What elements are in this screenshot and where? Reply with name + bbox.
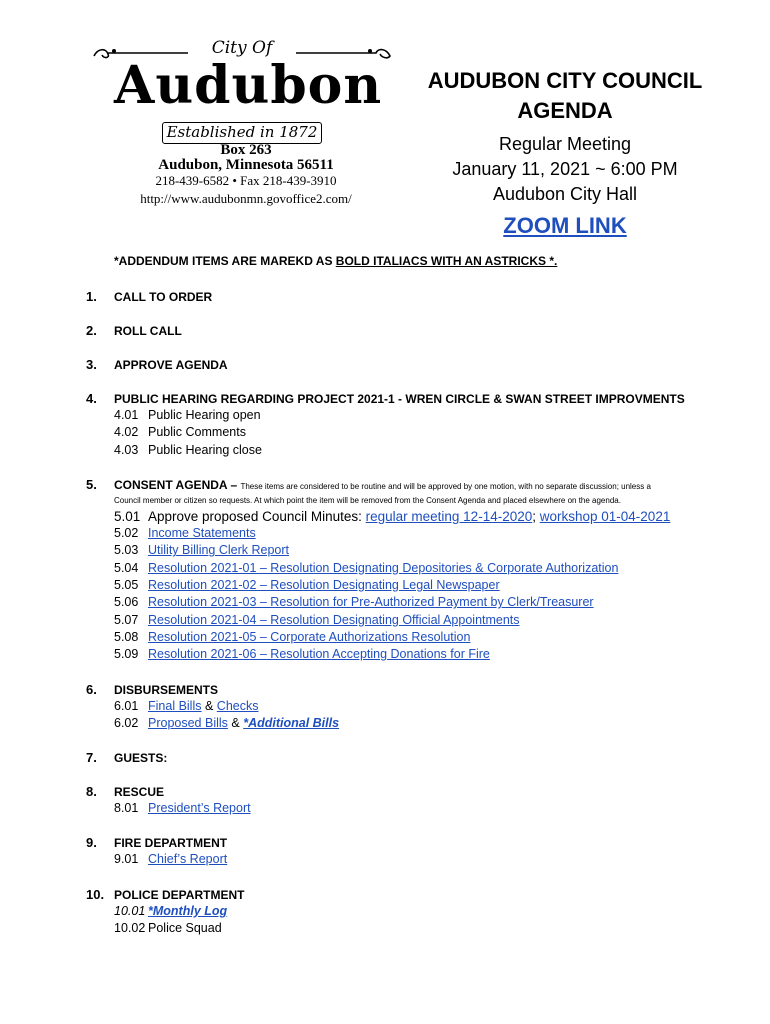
monthly-log-link[interactable]: *Monthly Log <box>148 903 228 918</box>
item-number: 10. <box>86 886 105 902</box>
sub-separator: & <box>227 715 244 730</box>
sub-number: 5.05 <box>114 578 139 593</box>
agenda-item-public-hearing <box>86 391 726 459</box>
sub-number: 5.06 <box>114 595 139 610</box>
address-city: Audubon, Minnesota 56511 <box>158 157 334 173</box>
sub-item <box>114 525 726 542</box>
item-label: GUESTS: <box>114 751 168 766</box>
item-number: 3. <box>86 357 97 372</box>
address-url: http://www.audubonmn.govoffice2.com/ <box>140 191 352 206</box>
item-number: 9. <box>86 835 97 851</box>
minutes-regular-link[interactable]: regular meeting 12-14-2020 <box>365 508 533 524</box>
item-number: 2. <box>86 323 97 338</box>
sub-item <box>114 612 726 629</box>
city-logo <box>92 38 392 154</box>
sub-number: 5.01 <box>114 508 141 524</box>
addendum-note <box>114 254 557 268</box>
sub-number: 5.02 <box>114 526 139 541</box>
utility-billing-link[interactable]: Utility Billing Clerk Report <box>148 543 290 558</box>
sub-item <box>114 851 726 868</box>
zoom-link[interactable]: ZOOM LINK <box>503 213 627 238</box>
sub-number: 5.04 <box>114 560 139 575</box>
item-label: POLICE DEPARTMENT <box>114 887 245 902</box>
sub-number: 6.01 <box>114 698 139 713</box>
sub-item <box>114 424 726 441</box>
resolution-2021-01-link[interactable]: Resolution 2021-01 – Resolution Designating Depositories & Corporate Authorization <box>148 560 619 575</box>
addendum-underlined: BOLD ITALIACS WITH AN ASTRICKS *. <box>335 254 558 268</box>
checks-link[interactable]: Checks <box>216 698 259 713</box>
sub-item <box>114 646 726 663</box>
logo-established: Established in 1872 <box>162 122 322 144</box>
consent-note-line2: Council member or citizen so requests. At which point the item will be removed from the Consent Agenda and placed elsewhere on the agenda. <box>114 495 621 505</box>
sub-number: 5.08 <box>114 629 139 644</box>
sub-item <box>114 920 726 937</box>
item-label: CONSENT AGENDA – <box>114 477 241 492</box>
item-number: 4. <box>86 391 97 406</box>
resolution-2021-05-link[interactable]: Resolution 2021-05 – Corporate Authorizations Resolution <box>148 629 471 644</box>
item-number: 6. <box>86 681 97 697</box>
sub-text: Police Squad <box>148 921 222 936</box>
item-number: 1. <box>86 289 97 304</box>
agenda-item-consent-agenda <box>86 477 726 664</box>
title-line1: AUDUBON CITY COUNCIL <box>427 68 703 93</box>
sub-item <box>114 508 726 525</box>
item-label: FIRE DEPARTMENT <box>114 836 228 851</box>
sub-separator: ; <box>532 508 540 524</box>
agenda-item-disbursements <box>86 682 726 733</box>
sub-number: 5.07 <box>114 612 139 627</box>
sub-number: 4.01 <box>114 408 139 422</box>
sub-number: 5.03 <box>114 543 139 558</box>
consent-note-line1: These items are considered to be routine and will be approved by one motion, with no separate discussion; unless a <box>240 481 651 491</box>
sub-separator: & <box>201 698 217 713</box>
final-bills-link[interactable]: Final Bills <box>148 698 202 713</box>
sub-text: Public Hearing close <box>148 442 262 457</box>
sub-number: 10.02 <box>114 921 146 936</box>
sub-number: 8.01 <box>114 801 139 816</box>
sub-item <box>114 698 726 715</box>
resolution-2021-04-link[interactable]: Resolution 2021-04 – Resolution Designating Official Appointments <box>148 612 520 627</box>
item-label: CALL TO ORDER <box>114 290 213 304</box>
sub-item <box>114 442 726 459</box>
agenda-item-rescue <box>86 784 726 817</box>
chiefs-report-link[interactable]: Chief’s Report <box>148 852 228 867</box>
addendum-prefix: *ADDENDUM ITEMS ARE MAREKD AS <box>114 254 336 268</box>
presidents-report-link[interactable]: President’s Report <box>148 801 251 816</box>
item-label: APPROVE AGENDA <box>114 358 228 372</box>
agenda-item-roll-call <box>86 323 726 339</box>
item-number: 7. <box>86 750 97 766</box>
resolution-2021-02-link[interactable]: Resolution 2021-02 – Resolution Designating Legal Newspaper <box>148 578 500 593</box>
sub-item <box>114 715 726 732</box>
meeting-location: Audubon City Hall <box>492 184 638 204</box>
agenda-item-call-to-order <box>86 289 726 305</box>
sub-number: 10.01 <box>114 903 146 918</box>
sub-number: 4.03 <box>114 442 139 457</box>
address-phone: 218-439-6582 • Fax 218-439-3910 <box>155 173 337 188</box>
sub-item <box>114 800 726 817</box>
agenda-item-police-department <box>86 887 726 938</box>
item-label: DISBURSEMENTS <box>114 682 219 697</box>
sub-number: 6.02 <box>114 715 139 730</box>
sub-item <box>114 407 726 424</box>
sub-item <box>114 542 726 559</box>
item-label: PUBLIC HEARING REGARDING PROJECT 2021-1 - WREN CIRCLE & SWAN STREET IMPROVMENTS <box>114 392 685 406</box>
sub-item <box>114 594 726 611</box>
sub-item <box>114 577 726 594</box>
additional-bills-link[interactable]: *Additional Bills <box>243 715 340 730</box>
sub-text: Public Hearing open <box>148 408 261 422</box>
sub-item <box>114 560 726 577</box>
minutes-workshop-link[interactable]: workshop 01-04-2021 <box>539 508 671 524</box>
item-number: 8. <box>86 784 97 800</box>
agenda-item-fire-department <box>86 835 726 868</box>
title-line2: AGENDA <box>517 98 613 123</box>
sub-number: 9.01 <box>114 852 139 867</box>
sub-item <box>114 629 726 646</box>
sub-number: 4.02 <box>114 425 139 440</box>
resolution-2021-06-link[interactable]: Resolution 2021-06 – Resolution Accepting Donations for Fire <box>148 647 490 662</box>
meeting-date-time: January 11, 2021 ~ 6:00 PM <box>452 159 678 179</box>
item-number: 5. <box>86 476 97 492</box>
agenda-list <box>86 289 726 955</box>
income-statements-link[interactable]: Income Statements <box>148 526 256 541</box>
address-box: Box 263 <box>220 142 272 158</box>
sub-text: Public Comments <box>148 425 246 440</box>
logo-name: Audubon <box>114 55 383 116</box>
item-label: RESCUE <box>114 785 165 800</box>
item-label: ROLL CALL <box>114 324 182 338</box>
agenda-title-block <box>420 66 710 239</box>
resolution-2021-03-link[interactable]: Resolution 2021-03 – Resolution for Pre-Authorized Payment by Clerk/Treasurer <box>148 595 594 610</box>
agenda-item-approve-agenda <box>86 357 726 373</box>
proposed-bills-link[interactable]: Proposed Bills <box>148 715 228 730</box>
agenda-item-guests <box>86 750 726 766</box>
sub-text: Approve proposed Council Minutes: <box>148 508 366 524</box>
sub-number: 5.09 <box>114 647 139 662</box>
logo-city-of: City Of <box>211 38 273 58</box>
sub-item <box>114 903 726 920</box>
meeting-type: Regular Meeting <box>498 134 632 154</box>
